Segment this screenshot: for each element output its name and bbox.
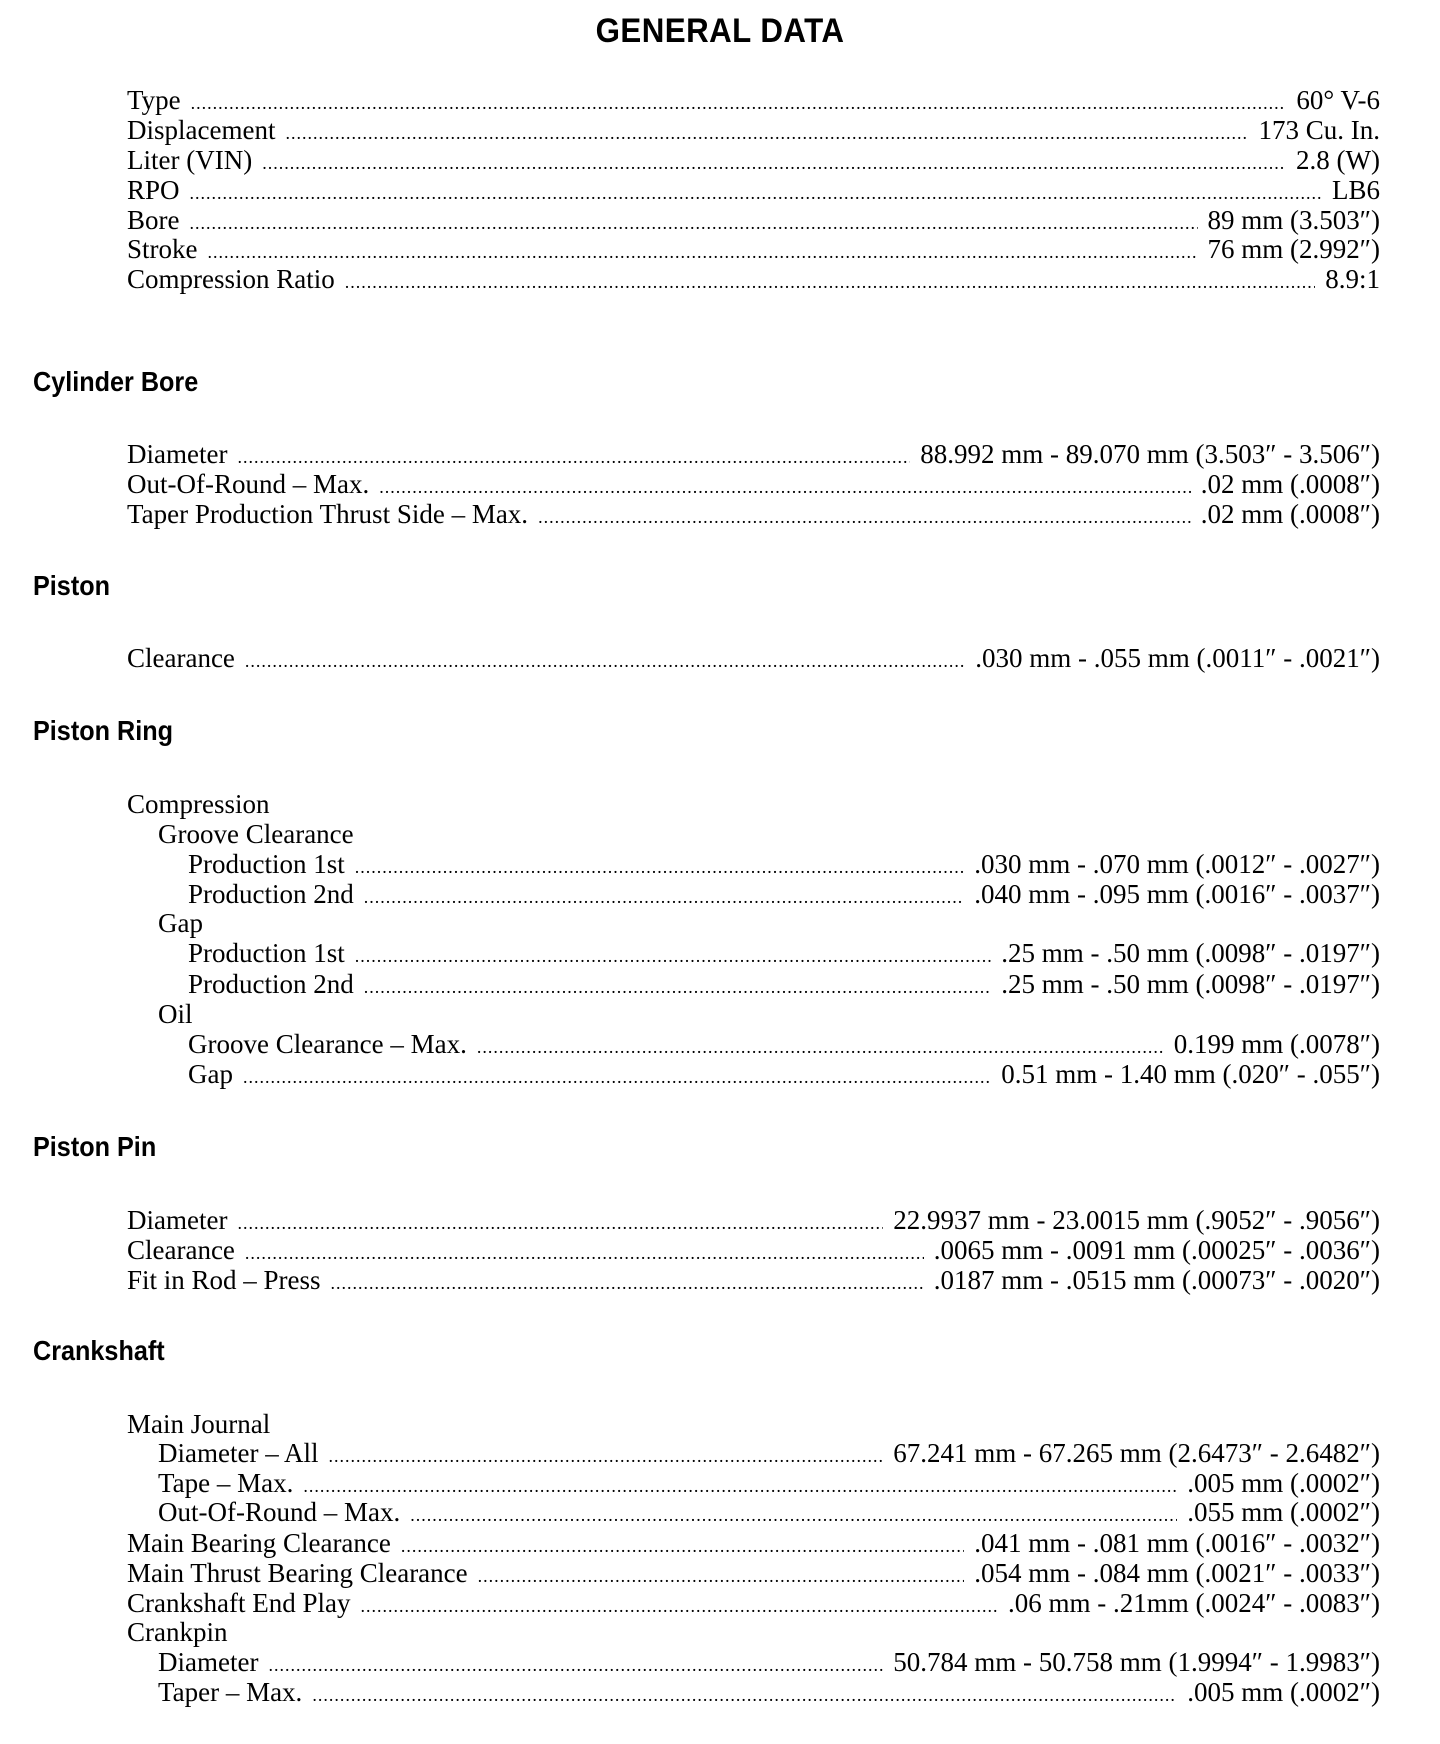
spec-row	[127, 263, 1380, 295]
spec-row	[158, 1496, 1380, 1528]
spec-label: Stroke	[127, 234, 198, 264]
dot-leader	[360, 1590, 998, 1622]
section-heading: Piston	[33, 570, 111, 601]
spec-value: .25 mm - .50 mm (.0098″ - .0197″)	[1001, 969, 1380, 999]
spec-row	[127, 788, 270, 820]
dot-leader	[364, 971, 992, 1003]
spec-label: Production 1st	[188, 849, 345, 879]
spec-row	[127, 1234, 1380, 1266]
spec-label: Out-Of-Round – Max.	[158, 1497, 401, 1527]
dot-leader	[538, 501, 1191, 533]
spec-label: Clearance	[127, 643, 235, 673]
spec-label: Diameter	[127, 439, 228, 469]
spec-label: RPO	[127, 175, 180, 205]
spec-row	[158, 818, 354, 850]
spec-row	[127, 468, 1380, 500]
spec-row	[158, 1437, 1380, 1469]
spec-label: Diameter	[127, 1205, 228, 1235]
spec-value: .25 mm - .50 mm (.0098″ - .0197″)	[1001, 938, 1380, 968]
section-heading: Crankshaft	[33, 1335, 165, 1366]
spec-row	[127, 642, 1380, 674]
spec-value: 2.8 (W)	[1296, 145, 1380, 175]
spec-value: 0.199 mm (.0078″)	[1173, 1029, 1380, 1059]
spec-value: .02 mm (.0008″)	[1200, 499, 1380, 529]
spec-value: 50.784 mm - 50.758 mm (1.9994″ - 1.9983″)	[893, 1647, 1380, 1677]
spec-row	[188, 848, 1380, 880]
spec-value: .040 mm - .095 mm (.0016″ - .0037″)	[974, 879, 1380, 909]
spec-value: 8.9:1	[1325, 264, 1380, 294]
spec-row	[158, 998, 193, 1030]
spec-row	[127, 174, 1380, 206]
dot-leader	[364, 881, 965, 913]
spec-value: 173 Cu. In.	[1258, 115, 1380, 145]
spec-label: Liter (VIN)	[127, 145, 253, 175]
dot-leader	[345, 266, 1315, 298]
section-heading: Piston Pin	[33, 1131, 157, 1162]
spec-row	[188, 1028, 1380, 1060]
spec-label: Displacement	[127, 115, 276, 145]
dot-leader	[245, 645, 965, 677]
spec-label: Compression	[127, 789, 270, 819]
spec-row	[158, 1467, 1380, 1499]
spec-row	[127, 1204, 1380, 1236]
spec-label: Taper – Max.	[158, 1677, 303, 1707]
spec-row	[127, 438, 1380, 470]
spec-value: 60° V-6	[1296, 85, 1380, 115]
spec-row	[127, 144, 1380, 176]
spec-value: .030 mm - .055 mm (.0011″ - .0021″)	[975, 643, 1380, 673]
spec-row	[188, 937, 1380, 969]
spec-label: Crankshaft End Play	[127, 1588, 351, 1618]
spec-label: Oil	[158, 999, 193, 1029]
spec-value: 0.51 mm - 1.40 mm (.020″ - .055″)	[1001, 1059, 1380, 1089]
spec-row	[188, 878, 1380, 910]
spec-label: Fit in Rod – Press	[127, 1265, 321, 1295]
spec-row	[127, 114, 1380, 146]
spec-label: Gap	[158, 908, 203, 938]
spec-value: 89 mm (3.503″)	[1207, 205, 1380, 235]
spec-label: Groove Clearance – Max.	[188, 1029, 467, 1059]
spec-value: 76 mm (2.992″)	[1207, 234, 1380, 264]
spec-row	[127, 1408, 270, 1440]
spec-value: .06 mm - .21mm (.0024″ - .0083″)	[1008, 1588, 1380, 1618]
spec-row	[127, 1527, 1380, 1559]
spec-value: .02 mm (.0008″)	[1200, 469, 1380, 499]
spec-label: Groove Clearance	[158, 819, 354, 849]
spec-label: Out-Of-Round – Max.	[127, 469, 370, 499]
spec-value: .030 mm - .070 mm (.0012″ - .0027″)	[974, 849, 1380, 879]
spec-label: Diameter – All	[158, 1438, 319, 1468]
dot-leader	[243, 1061, 991, 1093]
spec-label: Main Bearing Clearance	[127, 1528, 391, 1558]
spec-value: .054 mm - .084 mm (.0021″ - .0033″)	[974, 1558, 1380, 1588]
spec-row	[127, 1587, 1380, 1619]
spec-value: .005 mm (.0002″)	[1187, 1468, 1380, 1498]
spec-label: Gap	[188, 1059, 233, 1089]
spec-value: LB6	[1331, 175, 1380, 205]
spec-label: Taper Production Thrust Side – Max.	[127, 499, 529, 529]
spec-label: Production 2nd	[188, 969, 354, 999]
spec-label: Main Journal	[127, 1409, 271, 1439]
spec-row	[158, 1646, 1380, 1678]
spec-value: .0065 mm - .0091 mm (.00025″ - .0036″)	[933, 1235, 1380, 1265]
spec-value: .041 mm - .081 mm (.0016″ - .0032″)	[974, 1528, 1380, 1558]
spec-row	[158, 907, 203, 939]
spec-label: Production 2nd	[188, 879, 354, 909]
spec-label: Diameter	[158, 1647, 259, 1677]
spec-row	[127, 498, 1380, 530]
spec-value: .055 mm (.0002″)	[1187, 1497, 1380, 1527]
page-title: GENERAL DATA	[595, 12, 845, 50]
spec-row	[158, 1676, 1380, 1708]
spec-row	[127, 84, 1380, 116]
spec-label: Clearance	[127, 1235, 235, 1265]
spec-value: 67.241 mm - 67.265 mm (2.6473″ - 2.6482″)	[893, 1438, 1380, 1468]
spec-row	[127, 1557, 1380, 1589]
spec-row	[188, 968, 1380, 1000]
spec-value: .0187 mm - .0515 mm (.00073″ - .0020″)	[933, 1265, 1380, 1295]
section-heading: Piston Ring	[33, 715, 173, 746]
spec-row	[127, 204, 1380, 236]
spec-label: Type	[127, 85, 181, 115]
spec-row	[127, 1616, 228, 1648]
spec-value: 88.992 mm - 89.070 mm (3.503″ - 3.506″)	[920, 439, 1380, 469]
spec-label: Compression Ratio	[127, 264, 335, 294]
spec-value: .005 mm (.0002″)	[1187, 1677, 1380, 1707]
spec-label: Bore	[127, 205, 180, 235]
spec-value: 22.9937 mm - 23.0015 mm (.9052″ - .9056″)	[893, 1205, 1380, 1235]
spec-row	[127, 233, 1380, 265]
spec-label: Crankpin	[127, 1617, 228, 1647]
dot-leader	[312, 1679, 1177, 1711]
spec-label: Main Thrust Bearing Clearance	[127, 1558, 468, 1588]
spec-label: Production 1st	[188, 938, 345, 968]
spec-row	[127, 1264, 1380, 1296]
spec-label: Tape – Max.	[158, 1468, 294, 1498]
section-heading: Cylinder Bore	[33, 366, 199, 397]
dot-leader	[331, 1267, 924, 1299]
spec-row	[188, 1058, 1380, 1090]
